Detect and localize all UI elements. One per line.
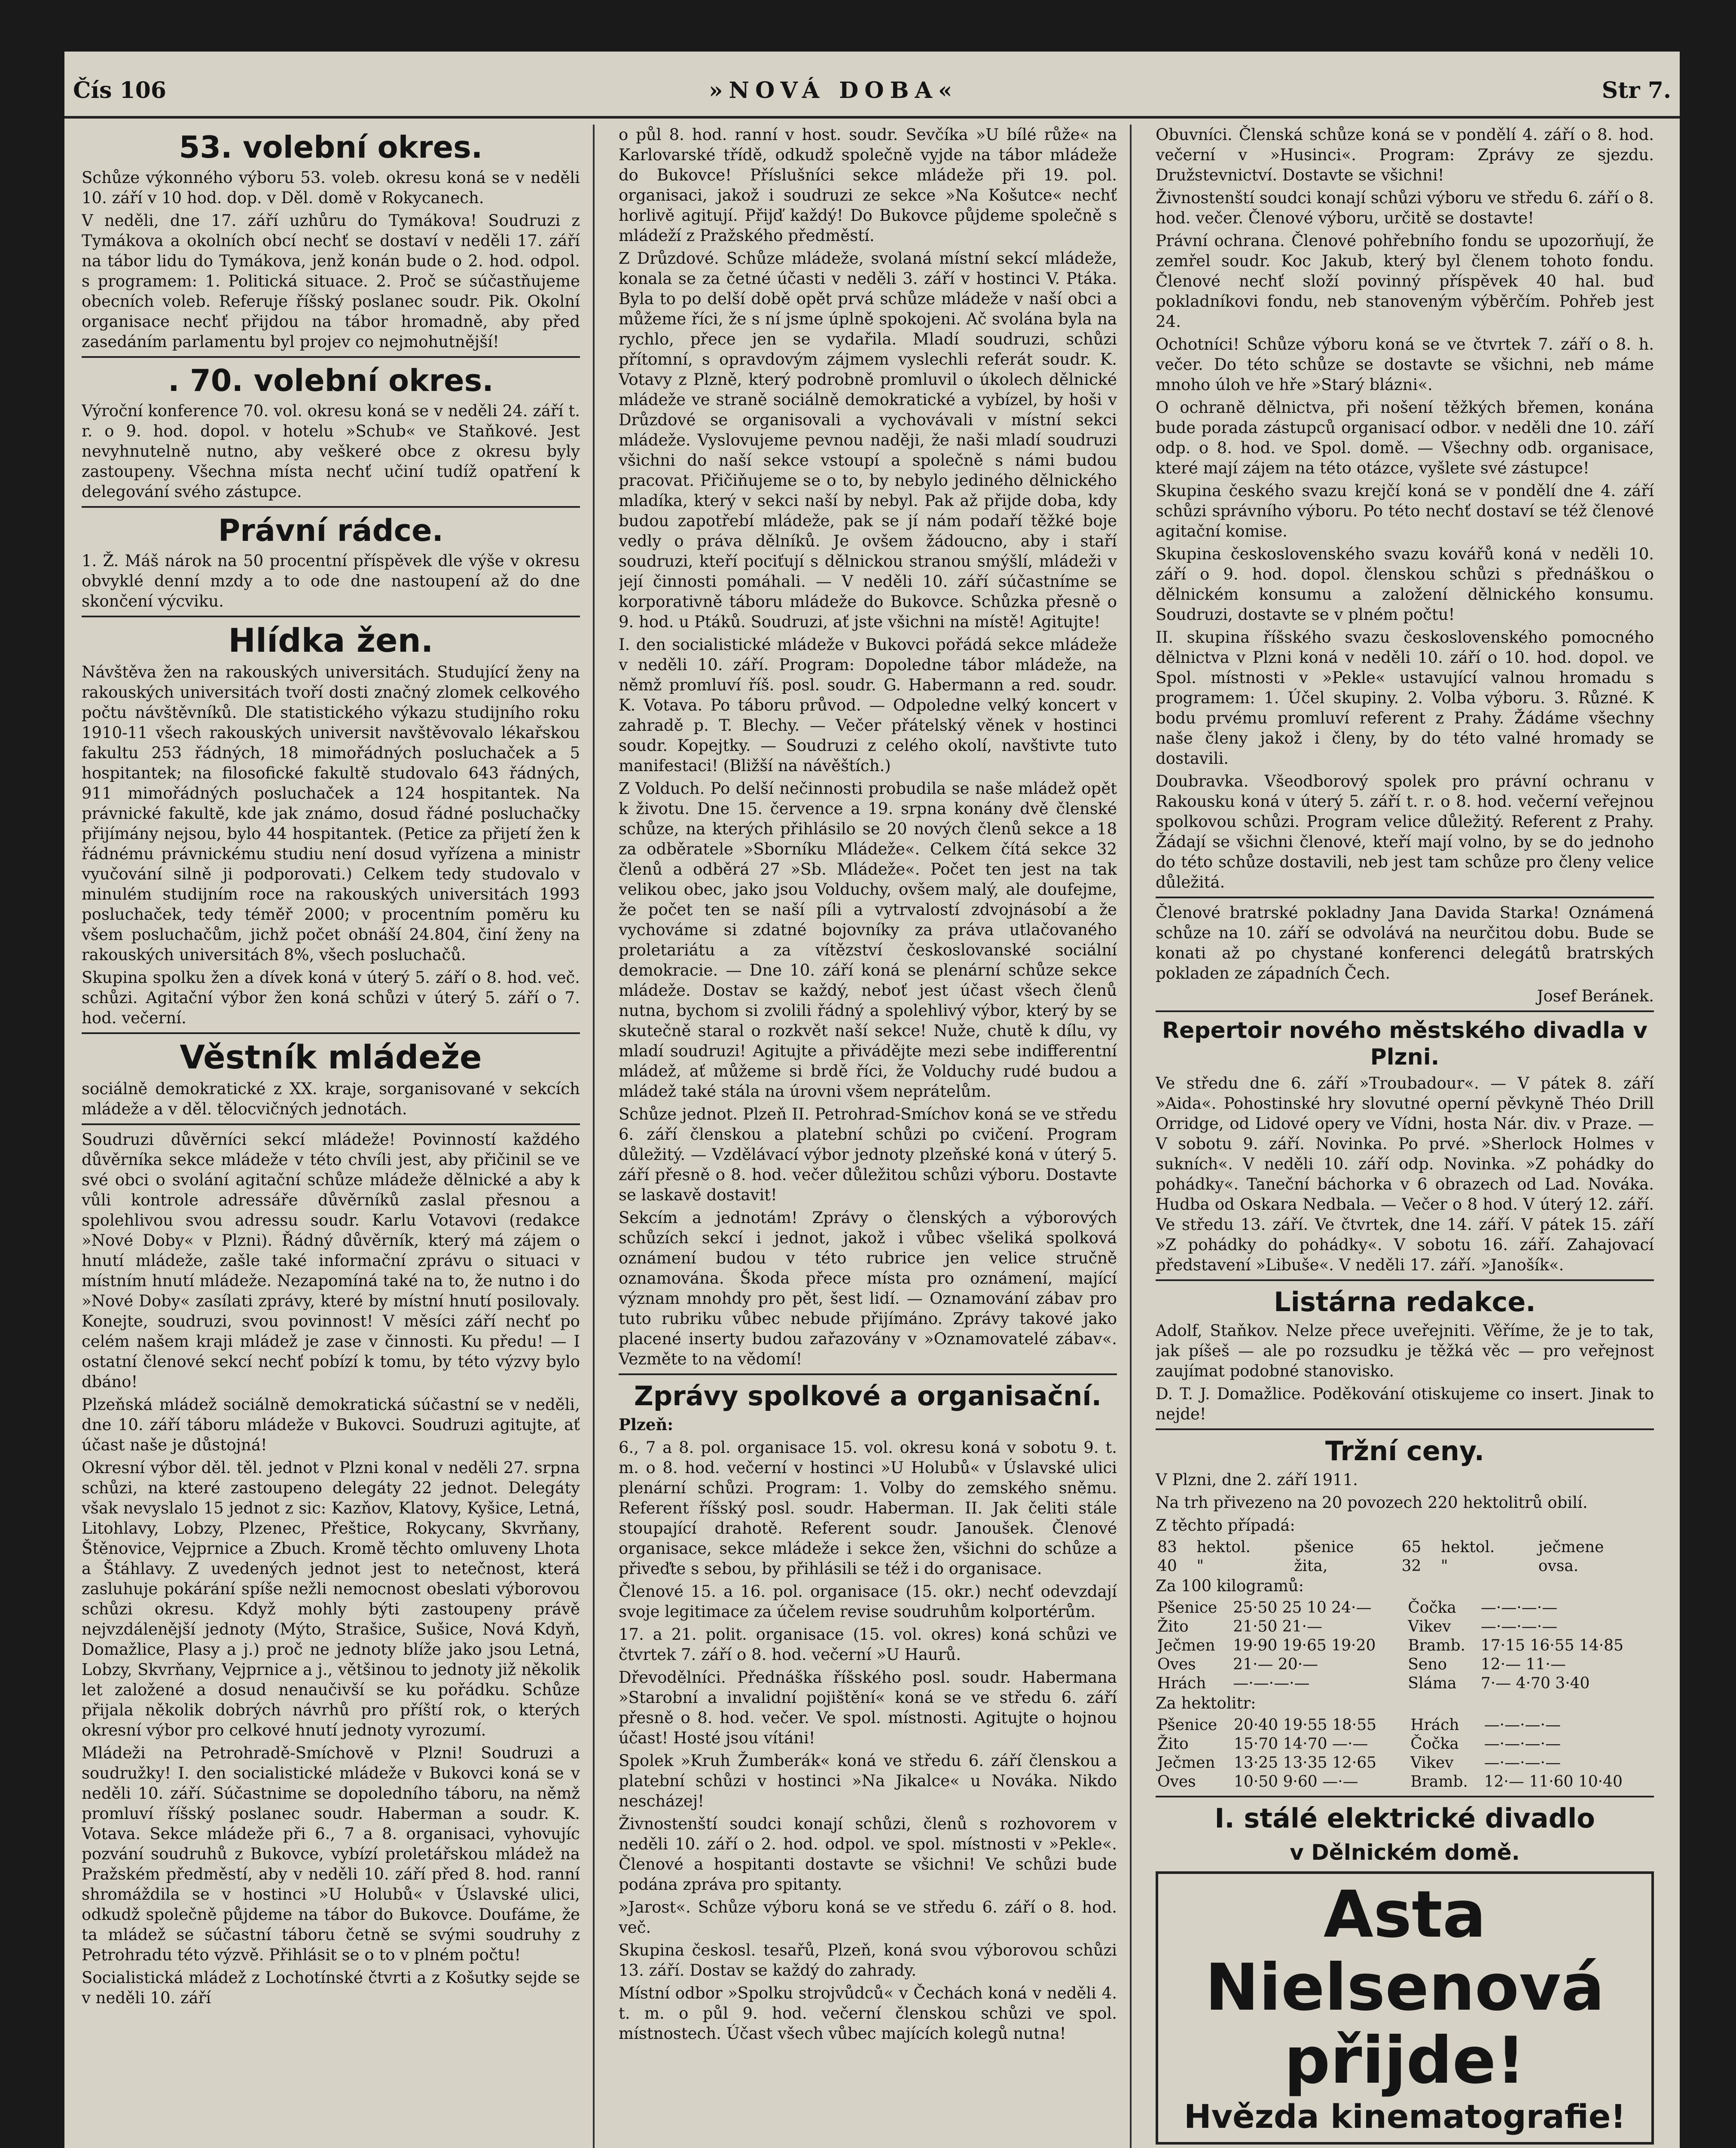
table-cell: Ječmen — [1157, 1754, 1215, 1772]
table-cell: " — [1196, 1557, 1204, 1575]
article-paragraph: Mládeži na Petrohradě-Smíchově v Plzni! Soudruzi a soudružky! I. den socialistické mládeže v Bukovci koná se v neděli 10. září. Súčastnime se dopoledního táboru, na němž promluví říšský poslanec soudr. Haberman a soudr. K. Votava. Sekce mládeže při 6., 7 a 8. organisaci, vyhovujíc pozvání soudruhů z Bukovce, vybízí proletářskou mládež na Pražském předměstí, aby v neděli 10. září před 8. hod. ranní shromáždila se v hostinci »U Holubů« v Úslavské ulici, odkudž společně půjdeme na tábor do Bukovce. Doufáme, že ta mládež se súčastní táboru četně se svými soudruhy z Petrohradu této výzvě. Přihlásit se o to v plném počtu! — [82, 1744, 580, 1964]
price-row — [1156, 1773, 1654, 1791]
table-cell: 25·50 25 10 24·— — [1233, 1599, 1372, 1617]
article-paragraph: Skupina československého svazu kovářů koná v neděli 10. září o 9. hod. dopol. členskou schůzi s přednáškou o dělnickém konsumu a založení dělnického konsumu. Soudruzi, dostavte se v plném počtu! — [1156, 545, 1654, 624]
section-heading: Listárna redakce. — [1274, 1286, 1536, 1318]
article-paragraph: Ve středu dne 6. září »Troubadour«. — V pátek 8. září »Aida«. Pohostinské hry slovutné operní pěvkyně Théo Drill Orridge, od Lidové opery ve Vídni, hosta Nár. div. v Praze. — V sobotu 9. září. Novinka. Po prvé. »Sherlock Holmes v sukních«. V neděli 10. září odp. Novinka. »Z pohádky do pohádky«. Taneční báchorka v 6 obrazech od Lad. Nováka. Hudba od Oskara Nedbala. — Večer o 8 hod. V úterý 12. září. Ve středu 13. září. Ve čtvrtek, dne 14. září. V pátek 15. září »Z pohádky do pohádky«. V sobotu 16. září. Zahajovací představení »Libuše«. V neděli 17. září. »Janošík«. — [1156, 1074, 1654, 1274]
article-paragraph: Dřevodělníci. Přednáška říšského posl. soudr. Habermana »Starobní a invalidní pojištění« koná se ve středu 6. září přesně o 8. hod. večer. Ve spol. místnosti. Agitujte o hojnou účast! Hosté jsou vítáni! — [619, 1668, 1117, 1747]
article-paragraph: Doubravka. Všeodborový spolek pro právní ochranu v Rakousku koná v úterý 5. září t. r. o 8. hod. večerní veřejnou spolkovou schůzi. Program velice důležitý. Referent z Prahy. Žádají se všichni členové, kteří mají volno, by se do jednoho do této schůze dostavili, neb jest tam schůze pro členy velice důležitá. — [1156, 772, 1654, 891]
table-cell: Hrách — [1410, 1716, 1459, 1734]
column-3 — [1156, 125, 1654, 2148]
divider — [82, 1123, 580, 1125]
divider — [1156, 1279, 1654, 1281]
market-date: V Plzni, dne 2. září 1911. — [1156, 1471, 1358, 1489]
divider — [1156, 1796, 1654, 1797]
column-1 — [82, 125, 580, 2148]
article-paragraph: Právní ochrana. Členové pohřebního fondu se upozorňují, že zemřel soudr. Koc Jakub, který byl členem tohoto fondu. Členové nechť složí povinný příspěvek 40 hal. buď pokladníkovi fondu, neb stanoveným výběrčím. Pohřeb jest 24. — [1156, 232, 1654, 331]
price-table-100kg — [1156, 1599, 1654, 1693]
table-cell: Vikev — [1408, 1618, 1451, 1635]
table-cell: Hrách — [1157, 1675, 1206, 1692]
signature: Josef Beránek. — [1537, 987, 1654, 1005]
table-cell: Ječmen — [1157, 1637, 1215, 1654]
table-cell: Bramb. — [1410, 1773, 1468, 1791]
running-header — [64, 69, 1680, 119]
divider — [82, 1032, 580, 1034]
article-paragraph: Schůze jednot. Plzeň II. Petrohrad-Smíchov koná se ve středu 6. září členskou a platební schůzi po cvičení. Program důležitý. — Vzdělávací výbor jednoty plzeňské koná v úterý 5. září přesně o 8. hod. večer důležitou schůzi výboru. Dostavte se laskavě dostavit! — [619, 1105, 1117, 1204]
price-row — [1156, 1716, 1654, 1735]
article-paragraph: O ochraně dělnictva, při nošení těžkých břemen, konána bude porada zástupců organisací odbor. v neděli dne 10. září odp. o 8. hod. ve Spol. domě. — Všechny odb. organisace, které mají zájem na této otázce, vyšlete své zástupce! — [1156, 398, 1654, 477]
divider — [82, 356, 580, 358]
ad-line: Hvězda kinematografie! — [1184, 2097, 1626, 2136]
article-paragraph: Návštěva žen na rakouských universitách. Studující ženy na rakouských universitách tvoří dosti značný zlomek celkového počtu návštěvníků. Dle statistického výkazu studijního roku 1910-11 všech rakouských universit navštěvovalo lékařskou fakultu 253 řádných, 18 mimořádných posluchaček a 5 hospitantek; na filosofické fakultě studovalo 643 řádných, 911 mimořádných posluchaček a 124 hospitantek. Na právnické fakultě, kde jak známo, dosud řádné posluchačky přijímány nejsou, bylo 44 hospitantek. (Petice za přijetí žen k řádnému právnickému studiu není dosud vyřízena a ministr vyučování silně ji podporovati.) Celkem tedy studovalo v minulém studijním roce na rakouských universitách 1993 posluchaček, tedy téměř 2000; v procentním poměru ku všem posluchačům, jichž počet obnáší 24.804, činí ženy na rakouských universitách 8%, všech posluchačů. — [82, 663, 580, 964]
table-cell: Sláma — [1408, 1675, 1457, 1692]
article-paragraph: 6., 7 a 8. pol. organisace 15. vol. okresu koná v sobotu 9. t. m. o 8. hod. večerní v hostinci »U Holubů« v Úslavské ulici plenární schůzi. Program: 1. Volby do zemského sněmu. Referent říšský posl. soudr. Haberman. II. Jak čeliti stále stoupající drahotě. Referent soudr. Janoušek. Členové organisace, sekce mládeže i sekce žen, všichni do schůze a přiveďte s sebou, by přihlásili se též i do organisace. — [619, 1438, 1117, 1578]
table-cell: —·—·—·— — [1484, 1754, 1561, 1772]
article-paragraph: o půl 8. hod. ranní v host. soudr. Sevčíka »U bílé růže« na Karlovarské třídě, odkudž společně vyjde na tábor mládeže do Bukovce! Příslušníci sekce mládeže při 19. pol. organisaci, jakož i soudruzi ze sekce »Na Košutce« nechť horlivě agitují. Přijď každý! Do Bukovce půjdeme společně s mládeží z Pražského předměstí. — [619, 125, 1117, 245]
column-divider — [1130, 125, 1132, 2148]
table-cell: Bramb. — [1408, 1637, 1465, 1654]
price-row — [1156, 1599, 1654, 1617]
table-cell: —·—·—·— — [1480, 1618, 1558, 1635]
table-cell: 10·50 9·60 —·— — [1233, 1773, 1358, 1791]
divider — [1156, 897, 1654, 898]
table-cell: Seno — [1408, 1656, 1447, 1673]
table-cell: ovsa. — [1538, 1557, 1579, 1575]
article-paragraph: Skupina českého svazu krejčí koná se v pondělí dne 4. září schůzi správního výboru. Po této nechť dostaví se též členové agitační komise. — [1156, 482, 1654, 540]
table-cell: 19·90 19·65 19·20 — [1233, 1637, 1376, 1654]
article-paragraph: Soudruzi důvěrníci sekcí mládeže! Povinností každého důvěrníka sekce mládeže v této chvíli jest, aby přičinil se ve své obci o svolání agitační schůze mládeže dělnické a aby k vůli kontrole adressáře důvěrníků zaslal přesnou a spolehlivou svou adressu soudr. Karlu Votavovi (redakce »Nové Doby« v Plzni). Řádný důvěrník, který má zájem o hnutí mládeže, zašle také informační zprávu o situaci v místním hnutí mládeže. Nezapomíná také na to, že nutno i do »Nové Doby« zasílati zprávy, které by místní hnutí posilovaly. Konejte, soudruzi, svou povinnost! V měsíci září nechť po celém našem kraji mládež je zase v činnosti. Ku předu! — I ostatní členové sekcí nechť pobízí k tomu, by této výzvy bylo dbáno! — [82, 1130, 580, 1391]
price-row — [1156, 1636, 1654, 1655]
divider — [82, 616, 580, 617]
table-cell: 21·— 20·— — [1233, 1656, 1318, 1673]
market-subheading: Za hektolitr: — [1156, 1694, 1256, 1712]
table-cell: hektol. — [1440, 1538, 1495, 1556]
article-paragraph: Výroční konference 70. vol. okresu koná se v neděli 24. září t. r. o 9. hod. dopol. v hotelu »Schub« ve Staňkové. Jest nevyhnutelně nutno, aby veškeré obce z okresu byly zastoupeny. Všechna místa nechť učiní tudíž opatření k delegování svého zástupce. — [82, 402, 580, 501]
cinema-heading: I. stálé elektrické divadlo — [1214, 1803, 1595, 1834]
table-cell: 13·25 13·35 12·65 — [1233, 1754, 1377, 1772]
article-paragraph: Obuvníci. Členská schůze koná se v pondělí 4. září o 8. hod. večerní v »Husinci«. Program: Zprávy ze sjezdu. Družstevnictví. Dostavte se všichni! — [1156, 125, 1654, 184]
price-row — [1156, 1617, 1654, 1636]
ad-line: Asta — [1323, 1877, 1486, 1952]
section-heading: 53. volební okres. — [179, 130, 483, 165]
article-paragraph: Živnostenští soudci konají schůzi, členů s rozhovorem v neděli 10. září o 2. hod. odpol. ve spol. místnosti v »Pekle«. Členové a hospitanti dostavte se všichni! Ve schůzi bude podána zpráva pro spitanty. — [619, 1815, 1117, 1894]
table-cell: 65 — [1401, 1538, 1422, 1556]
price-row — [1156, 1754, 1654, 1773]
divider — [1156, 1428, 1654, 1430]
table-cell: Čočka — [1408, 1599, 1456, 1617]
table-cell: Oves — [1157, 1656, 1196, 1673]
table-cell: —·—·—·— — [1484, 1716, 1561, 1734]
table-cell: —·—·—·— — [1480, 1599, 1558, 1617]
article-paragraph: Schůze výkonného výboru 53. voleb. okresu koná se v neděli 10. září v 10 hod. dop. v Děl. domě v Rokycanech. — [82, 168, 580, 207]
table-cell: 20·40 19·55 18·55 — [1233, 1716, 1377, 1734]
article-paragraph: Skupina českosl. tesařů, Plzeň, koná svou výborovou schůzi 13. září. Dostav se každý do zahrady. — [619, 1941, 1117, 1980]
section-heading: Právní rádce. — [218, 513, 444, 548]
article-paragraph: Okresní výbor děl. těl. jednot v Plzni konal v neděli 27. srpna schůzi, na které zastoupeno delegáty 22 jednot. Delegáty však nevyslalo 15 jednot z sic: Kazňov, Klatovy, Kyšice, Letná, Litohlavy, Lobzy, Plzenec, Přeštice, Rokycany, Skvrňany, Štěnovice, Vejprnice a Zbuch. Kromě těchto omluveny Lhota a Štáhlavy. Z uvedených jednot jest to netečnost, která zasluhuje pokárání spíše nežli nemocnost obeslati výborovou schůzi okresu. Když mohly býti zastoupeny právě nejvzdálenější jednoty (Mýto, Strašice, Sušice, Nová Kdyň, Domažlice, Plasy a j.) proč ne jednoty blíže jako jsou Letná, Lobzy, Skvrňany, Vejprnice a j., většinou to jednoty již několik let založené a dosud nenaučivší se ku pořádku. Schůze přijala několik dobrých návrhů pro příští rok, o kterých okresní výbor pro celkové hnutí jednoty vyrozumí. — [82, 1458, 580, 1739]
table-cell: žita, — [1294, 1557, 1328, 1575]
article-paragraph: »Jarost«. Schůze výboru koná se ve středu 6. září o 8. hod. več. — [619, 1898, 1117, 1937]
article-paragraph: D. T. J. Domažlice. Poděkování otiskujeme co insert. Jinak to nejde! — [1156, 1385, 1654, 1423]
section-heading: Věstník mládeže — [180, 1038, 482, 1076]
article-paragraph: Z Drůzdové. Schůze mládeže, svolaná místní sekcí mládeže, konala se za četné účasti v neděli 3. září v hostinci V. Ptáka. Byla to po delší době opět prvá schůze mládeže v naší obci a můžeme říci, že s ní jsme úplně spokojeni. Ač svolána byla na rychlo, přece jen se vydařila. Mladí soudruzi, schůzi přítomní, s opravdovým zájmem vyslechli referát soudr. K. Votavy z Plzně, který podrobně promluvil o úkolech dělnické mládeže ve straně sociálně demokratické a vybízel, by hoši v Drůzdové se organisovali a vychovávali v místní sekci mládeže. Vyslovujeme pevnou naději, že naši mladí soudruzi všichni do naší sekce vstoupí a společně s námi budou pracovat. Přičiňujeme se o to, by nebylo jediného dělnického mladíka, který v sekci naší by nebyl. Pak až přijde doba, kdy budou zapotřebí mládeže, pak se jí nám podaří těžké boje vedly o práva dělníků. Je ovšem žádoucno, aby i staří soudruzi, kteří pociťují s dělnickou stranou smýšlí, mládeži v její činnosti pomáhali. — V neděli 10. září súčastníme se korporativně táboru mládeže do Bukovce. Schůzka přesně o 9. hod. u Ptáků. Soudruzi, ať jste všichni na místě! Agitujte! — [619, 249, 1117, 631]
price-row — [1156, 1674, 1654, 1693]
newspaper-page — [64, 52, 1680, 2148]
article-paragraph: Živnostenští soudci konají schůzi výboru ve středu 6. září o 8. hod. večer. Členové výboru, určitě se dostavte! — [1156, 189, 1654, 227]
article-paragraph: Spolek »Kruh Žumberák« koná ve středu 6. září členskou a platební schůzi v hostinci »Na Jikalce« u Nováka. Nikdo nescházej! — [619, 1751, 1117, 1810]
table-cell: 7·— 4·70 3·40 — [1480, 1675, 1590, 1692]
issue-number: Čís 106 — [73, 77, 167, 104]
article-paragraph: Plzeňská mládež sociálně demokratická súčastní se v neděli, dne 10. září táboru mládeže v Bukovci. Soudruzi agitujte, ať účast naše je důstojná! — [82, 1395, 580, 1454]
price-row — [1156, 1735, 1654, 1754]
article-paragraph: 1. Ž. Máš nárok na 50 procentní příspěvek dle výše v okresu obvyklé denní mzdy a to ode dne nastoupení až do dne skončení výcviku. — [82, 552, 580, 610]
section-heading: . 70. volební okres. — [168, 363, 494, 398]
column-2 — [619, 125, 1117, 2148]
table-cell: 12·— 11·— — [1480, 1656, 1566, 1673]
table-cell: Vikev — [1410, 1754, 1454, 1772]
arrivals-row — [1156, 1538, 1654, 1557]
table-cell: 15·70 14·70 —·— — [1233, 1735, 1368, 1753]
table-cell: Pšenice — [1157, 1599, 1217, 1617]
table-cell: Pšenice — [1157, 1716, 1217, 1734]
table-cell: 83 — [1157, 1538, 1177, 1556]
table-cell: 17·15 16·55 14·85 — [1480, 1637, 1623, 1654]
table-cell: —·—·—·— — [1484, 1735, 1561, 1753]
column-divider — [593, 125, 595, 2148]
price-table-hectolitre — [1156, 1716, 1654, 1791]
table-cell: 32 — [1401, 1557, 1422, 1575]
table-cell: pšenice — [1294, 1538, 1354, 1556]
cinema-subheading: v Dělnickém domě. — [1290, 1840, 1520, 1865]
article-paragraph: Ochotníci! Schůze výboru koná se ve čtvrtek 7. září o 8. h. večer. Do této schůze se dostavte se všichni, neb máme mnoho úloh ve hře »Starý blázni«. — [1156, 335, 1654, 394]
section-heading: Zprávy spolkové a organisační. — [634, 1380, 1102, 1412]
arrivals-row — [1156, 1557, 1654, 1576]
article-paragraph: Členové 15. a 16. pol. organisace (15. okr.) nechť odevzdají svoje legitimace za účelem revise soudruhům kolportérům. — [619, 1582, 1117, 1621]
section-heading: Repertoir nového městského divadla v Plzni. — [1162, 1018, 1648, 1070]
article-paragraph: Z Volduch. Po delší nečinnosti probudila se naše mládež opět k životu. Dne 15. července a 19. srpna konány dvě členské schůze, na kterých přihlásilo se 20 nových členů sekce a 18 za odběratele »Sborníku Mládeže«. Celkem čítá sekce 32 členů a odběrá 27 »Sb. Mládeže«. Počet ten jest na tak velikou obec, jako jsou Volduchy, ovšem malý, ale doufejme, že počet ten se naší píli a vytrvalostí zdvojnásobí a že vychováme si zdatné bojovníky za práva utlačovaného proletariátu a za vítězství českoslovanské sociální demokracie. — Dne 10. září koná se plenární schůze sekce mládeže. Dostav se každý, neboť jest účast všech členů nutna, bychom si zvolili řádný a spolehlivý výbor, který by se skutečně staral o rozkvět naší sekce! Nuže, chutě k dílu, vy mladí soudruzi! Agitujte a přivádějte mezi sebe indifferentní mládež, ať můžeme si brdě říci, že Volduchy rudé budou a mládež také stála na úrovni všem neprátelům. — [619, 779, 1117, 1101]
table-cell: —·—·—·— — [1233, 1675, 1310, 1692]
ad-line: Nielsenová — [1205, 1950, 1605, 2025]
table-cell: " — [1440, 1557, 1448, 1575]
market-note: Z těchto případá: — [1156, 1516, 1295, 1535]
market-note: Na trh přivezeno na 20 povozech 220 hektolitrů obilí. — [1156, 1493, 1588, 1512]
article-paragraph: Sekcím a jednotám! Zprávy o členských a výborových schůzích sekcí i jednot, jakož i vůbec všeliká spolková oznámení budou v této rubrice jen velice stručně oznamována. Škoda přece místa pro oznámení, mající význam mnohdy pro pět, šest lidí. — Oznamování zábav pro tuto rubriku vůbec nebude přijímáno. Zprávy takové jako placené inserty budou zařazovány v »Oznamovatelé zábav«. Vezměte to na vědomí! — [619, 1208, 1117, 1368]
article-paragraph: Socialistická mládež z Lochotínské čtvrti a z Košutky sejde se v neděli 10. září — [82, 1968, 580, 2007]
table-cell: Žito — [1157, 1618, 1189, 1635]
table-cell: Oves — [1157, 1773, 1196, 1791]
section-heading: Tržní ceny. — [1325, 1435, 1485, 1467]
price-row — [1156, 1655, 1654, 1674]
article-paragraph: Členové bratrské pokladny Jana Davida Starka! Oznámená schůze na 10. září se odvolává na neurčitou dobu. Bude se konati až po chystané konferenci delegátů bratrských pokladen ze západních Čech. — [1156, 903, 1654, 982]
table-cell: 40 — [1157, 1557, 1177, 1575]
table-cell: 21·50 21·— — [1233, 1618, 1322, 1635]
table-cell: ječmene — [1538, 1538, 1604, 1556]
page-number: Str 7. — [1602, 77, 1671, 104]
table-cell: hektol. — [1196, 1538, 1251, 1556]
article-paragraph: Skupina spolku žen a dívek koná v úterý 5. září o 8. hod. več. schůzi. Agitační výbor žen koná schůzi v úterý 5. září o 7. hod. večerní. — [82, 968, 580, 1027]
article-paragraph: Místní odbor »Spolku strojvůdců« v Čechách koná v neděli 4. t. m. o půl 9. hod. večerní členskou schůzi ve spol. místnostech. Účast všech vůbec majících kolegů nutna! — [619, 1984, 1117, 2043]
divider — [82, 506, 580, 508]
advertisement-box — [1156, 1871, 1654, 2145]
arrivals-table — [1156, 1538, 1654, 1576]
section-heading: Hlídka žen. — [228, 621, 433, 659]
table-cell: Žito — [1157, 1735, 1189, 1753]
article-paragraph: I. den socialistické mládeže v Bukovci pořádá sekce mládeže v neděli 10. září. Program: Dopoledne tábor mládeže, na němž promluví říš. posl. soudr. G. Habermann a red. soudr. K. Votava. Po táboru průvod. — Odpoledne velký koncert v zahradě p. T. Blechy. — Večer přátelský věnek v hostinci soudr. Kopejtky. — Soudruzi z celého okolí, navštivte tuto manifestaci! (Bližší na návěštích.) — [619, 635, 1117, 775]
section-subheading: sociálně demokratické z XX. kraje, sorganisované v sekcích mládeže a v děl. tělocvičných jednotách. — [82, 1080, 580, 1118]
article-paragraph: V neděli, dne 17. září uzhůru do Tymákova! Soudruzi z Tymákova a okolních obcí nechť se dostaví v neděli 17. září na tábor lidu do Tymákova, jenž konán bude o 2. hod. odpol. s programem: 1. Politická situace. 2. Proč se súčastňujeme obecních voleb. Referuje říšský poslanec soudr. Pik. Okolní organisace nechť přijdou na tábor hromadně, aby před zasedáním parlamentu byl projev co nejmohutnější! — [82, 211, 580, 351]
masthead-title: »NOVÁ DOBA« — [709, 77, 958, 104]
section-subheading: Plzeň: — [619, 1415, 673, 1434]
market-subheading: Za 100 kilogramů: — [1156, 1577, 1304, 1595]
article-paragraph: Adolf, Staňkov. Nelze přece uveřejniti. Věříme, že je to tak, jak píšeš — ale po rozsudku je těžká věc — pro veřejnost zaujímat podobné stanovisko. — [1156, 1321, 1654, 1380]
article-paragraph: 17. a 21. polit. organisace (15. vol. okres) koná schůzi ve čtvrtek 7. září o 8. hod. večerní »U Haurů. — [619, 1625, 1117, 1664]
table-cell: Čočka — [1410, 1735, 1459, 1753]
divider — [619, 1373, 1117, 1375]
article-paragraph: II. skupina říšského svazu československého pomocného dělnictva v Plzni koná v neděli 10. září o 10. hod. dopol. ve Spol. místnosti v »Pekle« ustavující valnou hromadu s programem: 1. Účel skupiny. 2. Volba výboru. 3. Různé. K bodu prvému promluví referent z Prahy. Žádáme všechny naše členy jakož i členy, by do této valné hromady se dostavili. — [1156, 628, 1654, 768]
table-cell: 12·— 11·60 10·40 — [1484, 1773, 1623, 1791]
divider — [1156, 1010, 1654, 1012]
ad-line: přijde! — [1284, 2023, 1525, 2098]
